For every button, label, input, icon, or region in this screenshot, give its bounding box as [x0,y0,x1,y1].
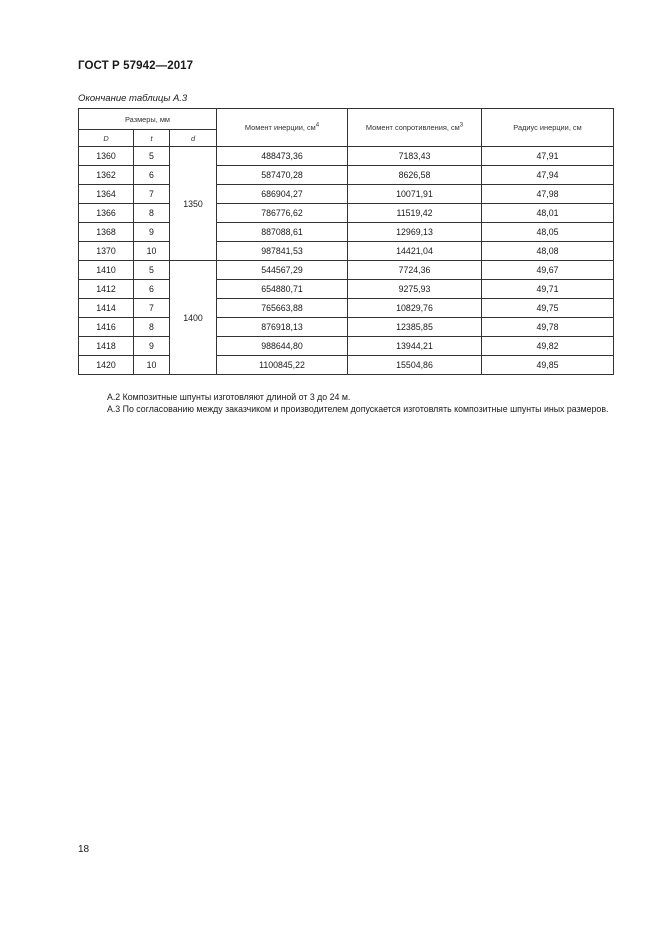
cell-moment-resistance: 12385,85 [348,318,482,337]
cell-t: 8 [134,318,170,337]
table-caption: Окончание таблицы А.3 [78,93,188,104]
cell-D: 1416 [79,318,134,337]
cell-moment-resistance: 10071,91 [348,185,482,204]
col-D-header: D [79,130,134,147]
cell-D: 1362 [79,166,134,185]
table-row [79,242,614,261]
cell-D: 1370 [79,242,134,261]
cell-radius: 49,75 [482,299,614,318]
cell-t: 9 [134,223,170,242]
document-header: ГОСТ Р 57942—2017 [78,60,194,72]
table-row [79,223,614,242]
cell-moment-resistance: 12969,13 [348,223,482,242]
cell-t: 9 [134,337,170,356]
table-row [79,280,614,299]
moment-resistance-header: Момент сопротивления, $см^3$ [348,109,482,147]
cell-moment-inertia: 988644,80 [217,337,348,356]
table-row [79,356,614,375]
cell-moment-inertia: 987841,53 [217,242,348,261]
table-row [79,337,614,356]
cell-radius: 48,05 [482,223,614,242]
table-block-1350 [79,147,614,261]
radius-header: Радиус инерции, см [482,109,614,147]
cell-radius: 48,08 [482,242,614,261]
cell-moment-inertia: 1100845,22 [217,356,348,375]
table-row [79,299,614,318]
cell-D: 1360 [79,147,134,166]
note-a2: А.2 Композитные шпунты изготовляют длиной от 3 до 24 м. [107,392,351,402]
table-row [79,185,614,204]
cell-moment-inertia: 686904,27 [217,185,348,204]
sizes-group-header: Размеры, мм [79,109,217,130]
col-d-header: d [170,130,217,147]
cell-moment-resistance: 14421,04 [348,242,482,261]
cell-D: 1418 [79,337,134,356]
cell-D: 1364 [79,185,134,204]
cell-radius: 49,78 [482,318,614,337]
cell-moment-resistance: 10829,76 [348,299,482,318]
cell-moment-resistance: 15504,86 [348,356,482,375]
table-row [79,261,614,280]
cell-moment-resistance: 11519,42 [348,204,482,223]
cell-radius: 49,71 [482,280,614,299]
table-block-1400 [79,261,614,375]
table-row [79,166,614,185]
cell-moment-inertia: 488473,36 [217,147,348,166]
cell-moment-inertia: 587470,28 [217,166,348,185]
table-row [79,318,614,337]
note-a3: А.3 По согласованию между заказчиком и производителем допускается изготовлять композитные шпунты иных размеров. [107,404,609,414]
cell-radius: 49,67 [482,261,614,280]
cell-moment-inertia: 654880,71 [217,280,348,299]
cell-t: 6 [134,166,170,185]
cell-D: 1366 [79,204,134,223]
cell-moment-resistance: 7724,36 [348,261,482,280]
cell-D: 1420 [79,356,134,375]
cell-t: 7 [134,185,170,204]
cell-moment-resistance: 9275,93 [348,280,482,299]
cell-D: 1410 [79,261,134,280]
cell-moment-resistance: 13944,21 [348,337,482,356]
cell-moment-resistance: 7183,43 [348,147,482,166]
table-row [79,204,614,223]
cell-d: 1400 [170,261,217,375]
col-t-header: t [134,130,170,147]
cell-moment-inertia: 876918,13 [217,318,348,337]
cell-moment-inertia: 786776,62 [217,204,348,223]
cell-radius: 49,85 [482,356,614,375]
cell-radius: 47,94 [482,166,614,185]
cell-D: 1368 [79,223,134,242]
cell-moment-inertia: 765663,88 [217,299,348,318]
cell-D: 1412 [79,280,134,299]
cell-moment-inertia: 887088,61 [217,223,348,242]
table-row [79,147,614,166]
cell-t: 5 [134,261,170,280]
cell-d: 1350 [170,147,217,261]
cell-radius: 48,01 [482,204,614,223]
cell-moment-resistance: 8626,58 [348,166,482,185]
moment-inertia-header: Момент инерции, $см^4$ [217,109,348,147]
cell-t: 7 [134,299,170,318]
cell-radius: 47,98 [482,185,614,204]
cell-t: 10 [134,242,170,261]
cell-t: 5 [134,147,170,166]
data-table [78,108,614,375]
cell-radius: 47,91 [482,147,614,166]
cell-t: 6 [134,280,170,299]
cell-D: 1414 [79,299,134,318]
cell-radius: 49,82 [482,337,614,356]
cell-t: 8 [134,204,170,223]
page-number: 18 [78,844,90,855]
cell-t: 10 [134,356,170,375]
cell-moment-inertia: 544567,29 [217,261,348,280]
